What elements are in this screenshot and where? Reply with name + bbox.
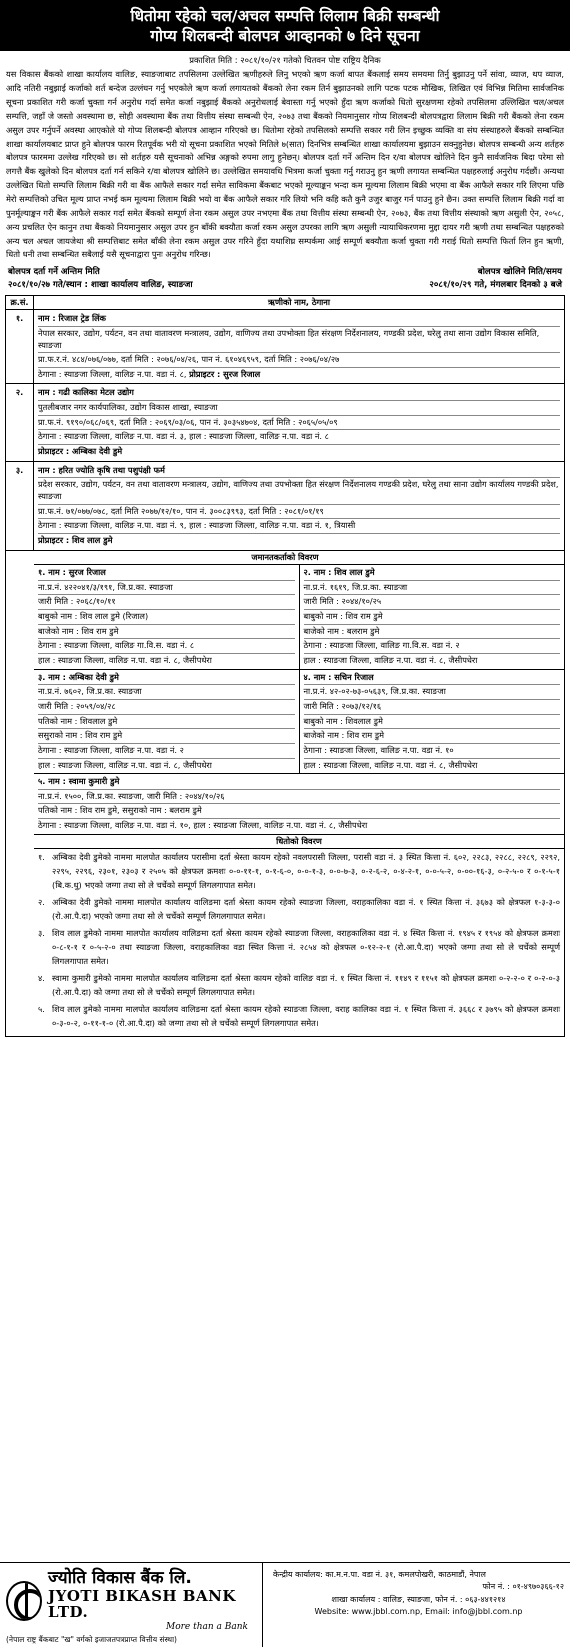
bank-name-nepali: ज्योति विकास बैंक लि.	[48, 1568, 192, 1588]
title-line-2: गोप्य शिलबन्दी बोलपत्र आव्हानको ७ दिने सूचना	[150, 27, 420, 46]
borrower-line: प्रा.फ.र.नं. ४८४/०७६/०७७, दर्ता मिति : २०७६/०४/२६, पान नं. ६१०४६९५९, दर्ता मिति : २०७६/०४/२७	[38, 353, 560, 368]
borrower-line: ठेगाना : स्याङजा जिल्ला, वालिङ न.पा. वडा नं. ३, हाल : स्याङजा जिल्ला, वालिङ न.पा. वडा नं. ८	[38, 430, 560, 445]
guarantor-line: हाल : स्याङजा जिल्ला, वालिङ न.पा. वडा नं. ८, जैसीपधेरा	[38, 759, 212, 770]
notice-title	[0, 0, 570, 51]
collateral-text: अम्बिका देवी डुमेको नाममा मालपोत कार्यालय वालिङमा दर्ता श्रेस्ता कायम रहेको स्याङजा जिल्ला, वराहकालिका वडा नं. १ स्थित कित्ता नं. ३६७३ को क्षेत्रफल १-३-३-० (रो.आ.पै.दा) भएको जग्गा तथा सो ले चर्चेको सम्पूर्ण लिगलगापात समेत।	[52, 897, 560, 922]
guarantor-line: बाबुको नाम : शिव लाल डुमे (रिजाल)	[38, 610, 295, 625]
bank-tagline: More than a Bank	[165, 1621, 248, 1632]
guarantor-line: ठेगाना : स्याङजा जिल्ला, वालिङ न.पा. वडा नं. १०, हाल : स्याङजा जिल्ला, वालिङ न.पा. वडा नं. ८, जैसीपधेरा	[38, 820, 368, 831]
guarantor-line: ससुराको नाम : शिव राम डुमे	[38, 729, 295, 744]
guarantor-line: बाजेको नाम : शिव राम डुमे	[38, 625, 295, 640]
guarantor-line: हाल : स्याङजा जिल्ला, वालिङ न.पा. वडा नं. ८, जैसीपधेरा	[303, 655, 478, 666]
guarantor-line: हाल : स्याङजा जिल्ला, वालिङ न.पा. वडा नं. ८, जैसीपधेरा	[303, 759, 478, 770]
collateral-item	[38, 1003, 560, 1031]
bank-name-english: JYOTI BIKASH BANK LTD.	[48, 1586, 236, 1622]
guarantor-name: ३. नाम : अम्बिका देवी डुमे	[38, 671, 295, 686]
collateral-item	[38, 927, 560, 969]
branch-office: शाखा कार्यालय : वालिङ, स्याङजा, फोन नं. : ०६३-४४१२१४	[331, 1594, 506, 1604]
bank-logo-icon	[6, 1581, 42, 1621]
borrower-header: ऋणीको नाम, ठेगाना	[268, 296, 330, 307]
guarantor-line: ना.प्र.नं. १६१९, जि.प्र.का. स्याङजा	[304, 581, 561, 596]
collateral-header: धितोको विवरण	[34, 834, 564, 849]
deadline-labels	[0, 262, 570, 278]
collateral-num: १.	[38, 852, 45, 863]
notice-body: यस विकास बैंकको शाखा कार्यालय वालिङ, स्याङजाबाट तपसिलमा उल्लेखित ऋणीहरुले लिनु भएको ऋण कर्जा बापत बैंकलाई समय समयमा तिर्नु बुझाउनु पर्ने सांवा, व्याज, थप व्याज, आदि नतिरी नबुझाई कर्जाको शर्त बन्देज उल्लंघन गर्नु भएकोले ऋण कर्जा लगायतको बैंकको लेना रकम तिर्न बुझाउनको लागि पटक पटक मौखिक, लिखित एवं विभिन्न मितिमा सार्वजनिक सूचना प्रकाशित गरी कर्जा चुक्ता गर्न अनुरोध गर्दा समेत कर्जा नबुझाई बैंकको अनुरोधलाई बेवास्ता गर्नु भएको हुँदा ऋण कर्जाको धितो सुरक्षणमा रहेको तपसिलमा उल्लिखित चल/अचल सम्पत्ति, जहाँ जे जस्तो अवस्थामा छ, सोही अवस्थामा बैंक तथा वित्तीय संस्था सम्बन्धी ऐन, २०७३ तथा बैंकको नियमानुसार गोप्य शिलबन्दी बोलपत्रद्वारा लिलाम बिक्री गरी बैंकको लेना रकम असुल उपर गर्नुपर्ने अवस्था आएकोले यो गोप्य शिलबन्दी बोलपत्र आव्हान गरिएको छ। धितोमा रहेको तपसिलको सम्पत्ति सकार गरी लिन इच्छुक व्यक्ति वा संघ संस्थाहरुले बैंकको सम्बन्धित शाखा कार्यालयबाट प्राप्त हुने बोलपत्र फारम रितपूर्वक भरी यो सूचना प्रकाशित भएको मितिले ७(सात) दिनभित्र सम्बन्धित शाखा कार्यालयमा बुझाउन सक्नुहुनेछ। बोलपत्र सम्बन्धी अन्य शर्तहरु बोलपत्र फारममा उल्लेख गरिएको छ। सो शर्तहरु यसै सूचनाको अभिन्न अङ्गको रुपमा लागु हुनेछन्। बोलपत्र दर्ता गर्ने अन्तिम दिन र/वा बोलपत्र खोलिने दिन कुनै सार्वजनिक बिदा परेमा सो लगत्तै बैंक खुलेको दिन बोलपत्र दर्ता गर्न सकिने र/वा बोलपत्र खोलिने छ। उल्लेखित समयावधि भित्रमा कर्जा चुक्ता गर्नु गराउनु हुन ऋणी लगायत सम्बन्धित पक्षहरुलाई अनुरोध गर्दछौं। अन्यथा उल्लेखित धितो सम्पत्ति लिलाम बिक्री गरी वा बैंक आफैले सकार गर्दा समेत साविकमा बैंकबाट भएको मूल्याङ्कन भन्दा कम मूल्यमा लिलाम बिक्री भएमा वा बैंक आफैले सकार गरि लिएमा पछि मेरो सम्पत्तिको उचित मूल्य प्राप्त नभई कम मूल्यमा लिलाम बिक्री भयो वा बैंक आफैले सकार गरि लियो भनि कहि कतै कुनै उजुर बाजुर गर्न पाउनु हुने छैन। उक्त सम्पत्ति लिलाम बिक्री गर्दा वा पुनर्मूल्याङ्कन गरी बैंक आफैले सकार गर्दा समेत बैंकको सम्पूर्ण लेना रकम असुल उपर नभएमा बैंक तथा वित्तीय संस्था सम्बन्धी ऐन, २०७३, बैंक तथा वित्तीय संस्थाको ऋण असुली ऐन, २०५८, अन्य प्रचलित ऐन कानुन तथा बैंकको नियमानुसार असुल उपर हुन बाँकी बक्यौता कर्जा रकम असुल उपरका लागि ऋण असुली न्यायाधिकरणमा मुद्दा दायर गरी ऋणी तथा सम्बन्धित पक्षहरुको अन्य चल अचल जायजेथा श्री सम्पत्तिबाट समेत बाँकी लेना रकम असुल उपर गरिने हुँदा यथाशिघ्र सम्पर्कमा आई सम्पूर्ण बक्यौता कर्जा चुक्ता गरी गराई धितो सम्पत्ति फिर्ता लिन हुन ऋणी, धितो धनी तथा सम्बन्धित सबैलाई यसै सूचनाद्वारा पुनः अनुरोध गरिन्छ।	[6, 69, 564, 260]
sn-header: क्र.सं.	[6, 296, 34, 310]
guarantor-row	[34, 564, 564, 668]
title-line-1: धितोमा रहेको चल/अचल सम्पत्ति लिलाम बिक्री सम्बन्धी	[130, 7, 440, 25]
bank-footer	[0, 1562, 570, 1647]
guarantor-line: ठेगाना : स्याङजा जिल्ला, वालिङ न.पा. वडा नं. १०	[304, 744, 561, 759]
collateral-text: शिव लाल डुमेको नाममा मालपोत कार्यालय वालिङमा दर्ता श्रेस्ता कायम रहेको स्याङजा जिल्ला, वराहकालिका वडा नं. ४ स्थित कित्ता नं. १९४५ र १९५४ को क्षेत्रफल क्रमशः ०-८-१-१ र ०-५-२-० तथा स्याङजा जिल्ला, वराहकालिका वडा स्थित कित्ता नं. २८५४ को क्षेत्रफल ०-१२-२-१ (रो.आ.पै.दा) भएको जग्गा तथा सो ले चर्चेको सम्पूर्ण लिगलगापात समेत।	[52, 928, 560, 966]
address-text: ठेगाना : स्याङजा जिल्ला, वालिङ न.पा. वडा नं. ८	[38, 368, 184, 379]
collateral-list	[34, 848, 564, 1035]
borrower-line: प्रा.फ.नं. ७१/०७७/०७८, दर्ता मिति २०७७/१२/१०, पान नं. ३००८३९९३, दर्ता मिति : २०८१/०१/१९	[38, 505, 560, 520]
collateral-num: २.	[38, 897, 45, 908]
guarantor-line: ना.प्र.नं. १५००, जि.प्र.का. स्याङजा, जारी मिति : २०४४/१०/२६	[38, 790, 560, 805]
collateral-text: स्वामा कुमारी डुमेको नाममा मालपोत कार्यालय वालिङमा दर्ता श्रेस्ता कायम रहेको वालिङ वडा नं. १ स्थित कित्ता नं. ११४९ र ११५१ को क्षेत्रफल क्रमशः ०-२-२-० र ०-२-०-३ (रो.आ.पै.दा) को जग्गा तथा सो ले चर्चेको सम्पूर्ण लिगलगापात समेत।	[52, 972, 560, 997]
guarantor-line: बाबुको नाम : शिवलाल डुमे	[304, 715, 561, 730]
borrower-name: नाम : रिजाल ट्रेड लिंक	[38, 312, 560, 327]
guarantor-line: हाल : स्याङजा जिल्ला, वालिङ न.पा. वडा नं. ८, जैसीपधेरा	[38, 655, 212, 666]
guarantor-name: ५. नाम : स्वामा कुमारी डुमे	[38, 775, 560, 790]
guarantor-card	[34, 565, 300, 668]
proprietor: प्रोप्राइटर : सुरज रिजाल	[189, 368, 261, 379]
proprietor: प्रोप्राइटर : शिव लाल डुमे	[38, 534, 113, 545]
guarantor-row	[34, 669, 564, 773]
borrower-line: नेपाल सरकार, उद्योग, पर्यटन, वन तथा वातावरण मन्त्रालय, उद्योग, वाणिज्य तथा उपभोक्ता हित संरक्षण निर्देशनालय, गण्डकी प्रदेश, घरेलु तथा साना उद्योग विकास समिति, स्याङजा	[38, 327, 560, 353]
guarantor-line: ना.प्र.नं. ४२२०४१/३/१९१, जि.प्र.का. स्याङजा	[38, 581, 295, 596]
bank-contact	[262, 1563, 570, 1647]
guarantor-line: ठेगाना : स्याङजा जिल्ला, वालिङ गा.वि.स. वडा नं. २	[304, 639, 561, 654]
guarantor-line: ठेगाना : स्याङजा जिल्ला, वालिङ गा.वि.स. वडा नं. ८	[38, 639, 295, 654]
logo-row	[6, 1569, 256, 1633]
opening-date-label: बोलपत्र खोलिने मिति/समय	[477, 267, 562, 278]
collateral-item	[38, 972, 560, 1000]
opening-date-value: २०८१/१०/२९ गते, मंगलबार दिनको ३ बजे	[429, 280, 562, 291]
proprietor: प्रोप्राइटर : अम्बिका देवी डुमे	[38, 446, 123, 457]
borrower-details	[34, 310, 564, 383]
guarantor-line: जारी मिति : २०६८/१०/११	[38, 595, 295, 610]
guarantor-line: जारी मिति : २०४४/१०/२५	[304, 595, 561, 610]
table-header	[6, 296, 564, 310]
deadline-values	[0, 278, 570, 294]
bank-branding	[0, 1563, 262, 1647]
borrower-name: नाम : हरित ज्योति कृषि तथा पशुपंक्षी फर्म	[38, 464, 560, 479]
borrower-row	[6, 461, 564, 550]
submission-deadline-value: २०८१/१०/२७ गते/स्थान : शाखा कार्यालय वालिङ, स्याङजा	[8, 280, 193, 291]
guarantor-line: जारी मिति : २०७३/१२/१६	[304, 700, 561, 715]
guarantor-card	[300, 565, 565, 668]
borrower-name: नाम : गढी कालिका मेटल उद्योग	[38, 386, 560, 401]
guarantor-card	[300, 670, 565, 773]
guarantor-card	[34, 670, 300, 773]
borrower-details	[34, 384, 564, 460]
borrower-line: ठेगाना : स्याङजा जिल्ला, वालिङ न.पा. वडा नं. ९, हाल : स्याङजा जिल्ला, वालिङ न.पा. वडा नं. १, त्रियासी	[38, 519, 560, 534]
borrower-details	[34, 462, 564, 550]
details-table	[5, 295, 565, 1037]
collateral-item	[38, 851, 560, 893]
bank-name-block	[48, 1569, 256, 1633]
guarantor-line: पतिको नाम : शिवलाल डुमे	[38, 715, 295, 730]
borrower-line: प्रा.फ.नं. ९१९०/०६८/०६९, दर्ता मिति : २०६९/०३/०६, पान नं. ३०३५४७०४, दर्ता मिति : २०६५/०५/०९	[38, 416, 560, 431]
collateral-num: ५.	[38, 1003, 45, 1014]
collateral-num: ४.	[38, 972, 45, 983]
guarantor-line: ठेगाना : स्याङजा जिल्ला, वालिङ न.पा. वडा नं. २	[38, 744, 295, 759]
collateral-num: ३.	[38, 928, 45, 939]
collateral-text: शिव लाल डुमेको नाममा मालपोत कार्यालय वालिङमा दर्ता श्रेस्ता कायम रहेको स्याङजा जिल्ला, वराह कालिका वडा नं. १ स्थित कित्ता नं. ३६६८ र ३७९५ को क्षेत्रफल क्रमशः ०-३-०-२, ०-११-१-० (रो.आ.पै.दा) को जग्गा तथा सो ले चर्चेको सम्पूर्ण लिगलगापात समेत।	[52, 1003, 560, 1028]
central-office: केन्द्रीय कार्यालय: का.म.न.पा. वडा नं. ३१, कमलपोखरी, काठमाडौं, नेपाल	[273, 1570, 486, 1579]
borrower-line: पुतलीबजार नगर कार्यपालिका, उद्योग विकास शाखा, स्याङजा	[38, 401, 560, 416]
borrower-row	[6, 309, 564, 383]
borrower-row	[6, 383, 564, 460]
license-note: (नेपाल राष्ट्र बैंकबाट "ख" वर्गको इजाजतपत्रप्राप्त वित्तीय संस्था)	[6, 1635, 177, 1645]
submission-deadline-label: बोलपत्र दर्ता गर्ने अन्तिम मिति	[8, 267, 100, 278]
guarantor-line: पतिको नाम : शिव राम डुमे, ससुराको नाम : बलराम डुमे	[38, 804, 560, 819]
guarantor-line: जारी मिति : २०५९/०४/२८	[38, 700, 295, 715]
publication-info: प्रकाशित मिति : २०८१/१०/२१ गतेको चितवन पोष्ट राष्ट्रिय दैनिक	[189, 55, 381, 66]
guarantor-name: २. नाम : शिव लाल डुमे	[304, 566, 561, 581]
guarantor-line: बाबुको नाम : शिव राम डुमे	[304, 610, 561, 625]
guarantor-line: ना.प्र.नं. ४२-०२-७३-०५६३९, जि.प्र.का. स्याङजा	[304, 685, 561, 700]
collateral-item	[38, 896, 560, 924]
guarantor-name: ४. नाम : सचिन रिजाल	[304, 671, 561, 686]
guarantor-line: बाजेको नाम : शिव राम डुमे	[304, 729, 561, 744]
guarantor-header: जमानतकर्ताको विवरण	[6, 550, 564, 565]
guarantor-card	[34, 773, 564, 834]
borrower-line: प्रदेश सरकार, उद्योग, पर्यटन, वन तथा वातावरण मन्त्रालय, उद्योग, वाणिज्य तथा उपभोक्ता हित संरक्षण निर्देशनालय गण्डकी प्रदेश, घरेलु तथा साना उद्योग कार्यालय गण्डकी प्रदेश, स्याङजा	[38, 478, 560, 504]
borrower-sn: १.	[6, 310, 34, 383]
guarantor-line: बाजेको नाम : बलराम डुमे	[304, 625, 561, 640]
collateral-text: अम्बिका देवी डुमेको नाममा मालपोत कार्यालय परासीमा दर्ता श्रेस्ता कायम रहेको नवलपरासी जिल्ला, परासी वडा नं. ३ स्थित कित्ता नं. ६०२, २२८३, २२८८, २२८९, २२९२, २२९५, २२९६, २३०१, २३०३ र २५०५ को क्षेत्रफल क्रमशः ०-०-११-१, ०-१-६-०, ०-०-१-३, ०-०-७-३, ०-२-६-२, ०-४-२-१, ०-०-५-२, ०-००-१६-३, ०-२-५-० र ०-१-५-१ (बि.क.धु) भएको जग्गा तथा सो ले चर्चेको सम्पूर्ण लिगलगापात समेत।	[52, 852, 560, 891]
borrower-sn: ३.	[6, 462, 34, 550]
guarantor-line: ना.प्र.नं. ७६०२, जि.प्र.का. स्याङजा	[38, 685, 295, 700]
borrower-sn: २.	[6, 384, 34, 460]
website-email: Website: www.jbbl.com.np, Email: info@jbbl.com.np	[314, 1607, 523, 1617]
guarantor-name: १. नाम : सुरज रिजाल	[38, 566, 295, 581]
borrower-address: ठेगाना : स्याङजा जिल्ला, वालिङ न.पा. वडा नं. ८, प्रोप्राइटर : सुरज रिजाल	[38, 368, 261, 379]
central-phone: फोन नं. : ०१-४९७०३६६-१२	[482, 1582, 564, 1592]
